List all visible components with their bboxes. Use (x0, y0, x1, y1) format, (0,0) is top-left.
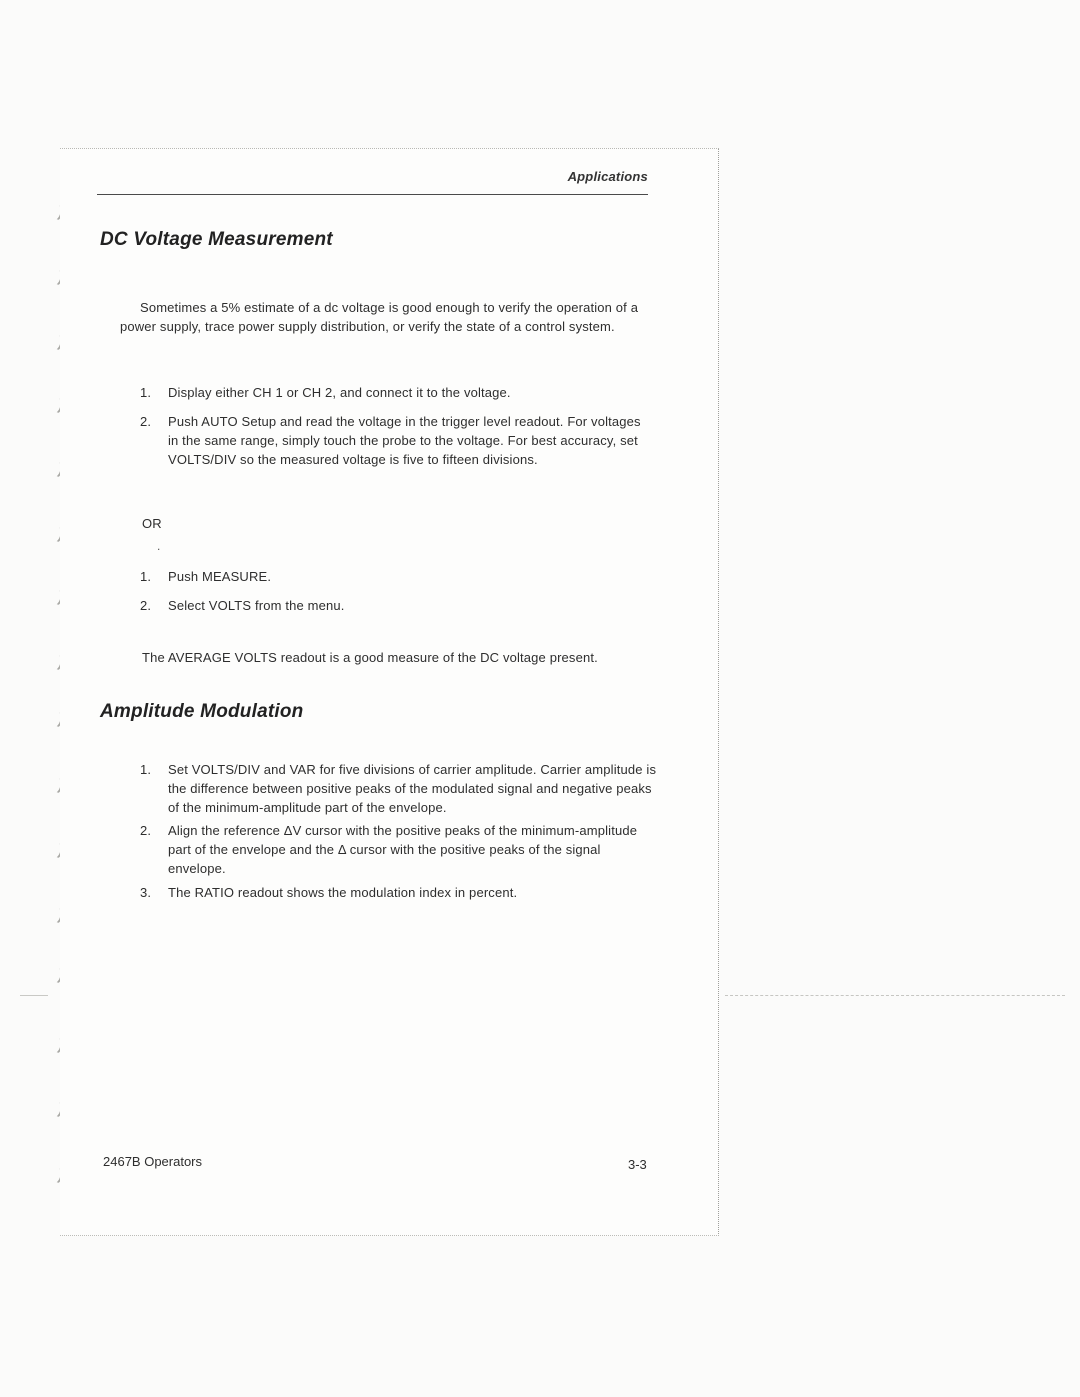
footer-document-title: 2467B Operators (103, 1154, 203, 1169)
step-number: 1. (140, 385, 152, 400)
running-header: Applications (567, 169, 648, 184)
step-text: Display either CH 1 or CH 2, and connect it to the voltage. (168, 385, 511, 400)
list-item (140, 821, 658, 878)
scan-artifact-line (725, 995, 1065, 996)
section-title-dc-voltage: DC Voltage Measurement (100, 229, 333, 250)
step-number: 2. (140, 414, 152, 429)
scan-speck: . (157, 539, 161, 553)
scan-artifact-line (20, 995, 48, 996)
list-item (140, 883, 640, 902)
step-text: The RATIO readout shows the modulation index in percent. (168, 885, 518, 900)
dc-outro-paragraph: The AVERAGE VOLTS readout is a good measure of the DC voltage present. (142, 650, 598, 665)
footer-page-number: 3-3 (628, 1157, 647, 1172)
dc-intro-paragraph: Sometimes a 5% estimate of a dc voltage is good enough to verify the operation of a power supply, trace power supply distribution, or verify the state of a control system. (120, 300, 639, 334)
list-item (140, 383, 640, 402)
list-item (140, 760, 658, 817)
step-text: Push MEASURE. (168, 569, 272, 584)
step-text: Align the reference ΔV cursor with the positive peaks of the minimum-amplitude part of the envelope and the Δ cursor with the positive peaks of the signal envelope. (168, 823, 638, 876)
page-area (60, 148, 719, 1236)
step-number: 1. (140, 762, 152, 777)
header-rule (97, 194, 648, 195)
step-text: Set VOLTS/DIV and VAR for five divisions of carrier amplitude. Carrier amplitude is the difference between positive peaks of the modulated signal and negative peaks of the minimum-amplitude part of the envelope. (168, 762, 657, 815)
section-title-amplitude-modulation: Amplitude Modulation (100, 701, 304, 722)
step-number: 2. (140, 823, 152, 838)
or-label: OR (142, 516, 162, 531)
list-item (140, 412, 652, 469)
step-text: Push AUTO Setup and read the voltage in the trigger level readout. For voltages in the same range, simply touch the probe to the voltage. For best accuracy, set VOLTS/DIV so the measured voltage is five to fifteen divisions. (168, 414, 641, 467)
step-number: 2. (140, 598, 152, 613)
step-number: 1. (140, 569, 152, 584)
list-item (140, 596, 640, 615)
step-number: 3. (140, 885, 152, 900)
step-text: Select VOLTS from the menu. (168, 598, 345, 613)
list-item (140, 567, 640, 586)
